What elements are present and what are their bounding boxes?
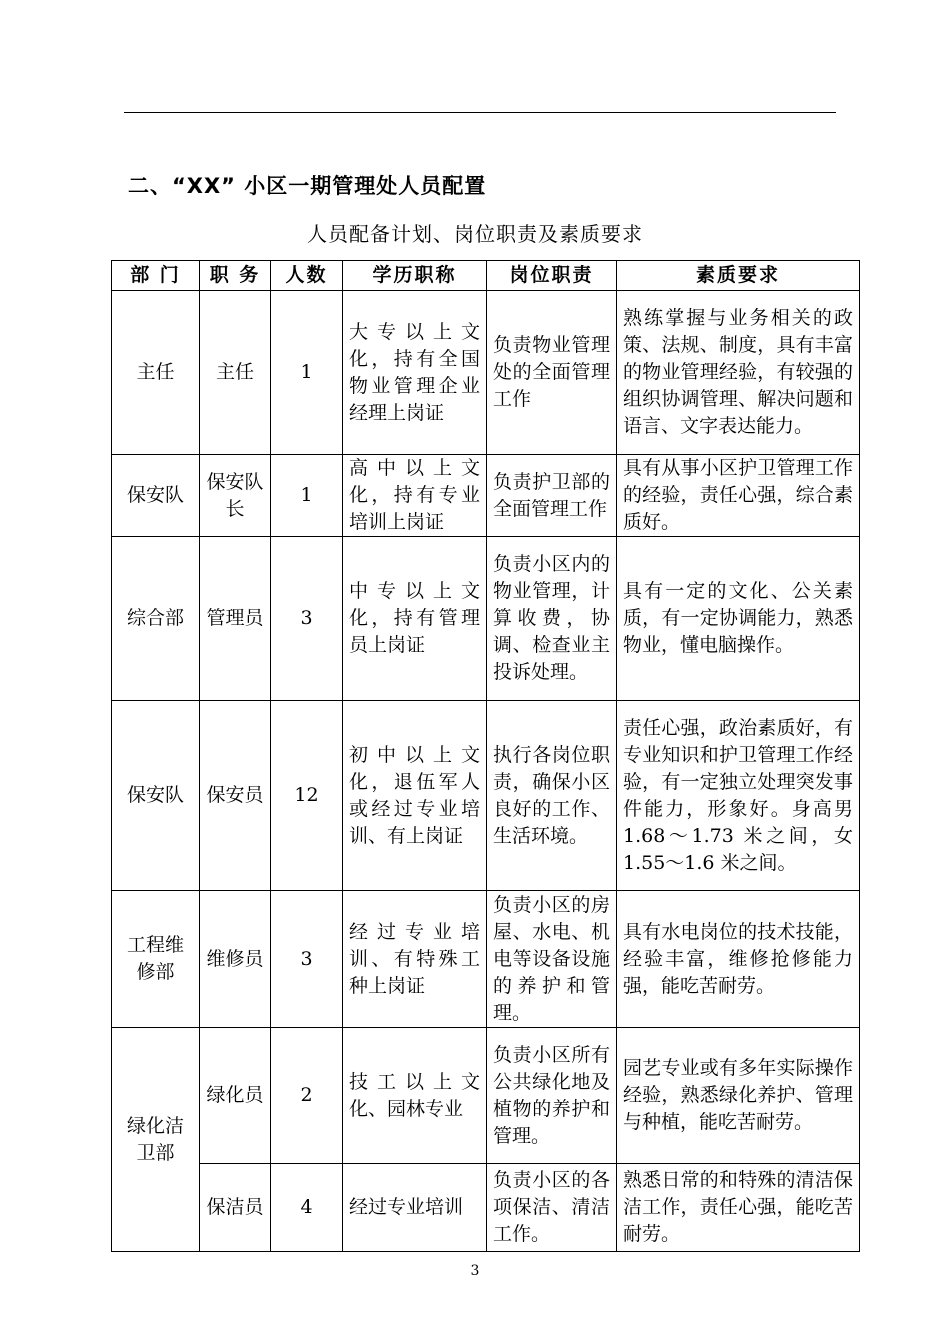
header-department: 部 门 [112,261,200,291]
education-cell: 中专以上文化，持有管理员上岗证 [343,537,487,701]
education-cell: 技工以上文化、园林专业 [343,1028,487,1164]
education-cell: 大专以上文化，持有全国物业管理企业经理上岗证 [343,291,487,455]
requirements-cell: 熟悉日常的和特殊的清洁保洁工作，责任心强，能吃苦耐劳。 [617,1164,860,1252]
position-cell: 保安员 [200,701,271,891]
requirements-cell: 熟练掌握与业务相关的政策、法规、制度，具有丰富的物业管理经验，有较强的组织协调管理、解决问题和语言、文字表达能力。 [617,291,860,455]
header-requirements: 素质要求 [617,261,860,291]
page-number: 3 [470,1263,480,1279]
position-cell: 保洁员 [200,1164,271,1252]
headcount-cell: 3 [271,891,343,1028]
section-title: 二、“XX” 小区一期管理处人员配置 [128,174,487,198]
header-rule [124,112,836,113]
table-row [112,701,860,891]
duties-cell: 负责小区内的物业管理，计算收费，协调、检查业主投诉处理。 [487,537,617,701]
staffing-table [111,260,860,1252]
requirements-cell: 园艺专业或有多年实际操作经验，熟悉绿化养护、管理与种植，能吃苦耐劳。 [617,1028,860,1164]
department-cell: 保安队 [112,455,200,537]
table-row [112,537,860,701]
requirements-cell: 具有水电岗位的技术技能，经验丰富，维修抢修能力强，能吃苦耐劳。 [617,891,860,1028]
education-cell: 初中以上文化，退伍军人或经过专业培训、有上岗证 [343,701,487,891]
header-duties: 岗位职责 [487,261,617,291]
table-caption: 人员配备计划、岗位职责及素质要求 [307,222,643,246]
position-cell: 绿化员 [200,1028,271,1164]
headcount-cell: 12 [271,701,343,891]
table-row [112,891,860,1028]
header-headcount: 人数 [271,261,343,291]
table-header-row [112,261,860,291]
table-row [112,1164,860,1252]
position-cell: 主任 [200,291,271,455]
education-cell: 经过专业培训 [343,1164,487,1252]
duties-cell: 负责物业管理处的全面管理工作 [487,291,617,455]
department-cell: 综合部 [112,537,200,701]
education-cell: 经过专业培训、有特殊工种上岗证 [343,891,487,1028]
requirements-cell: 责任心强，政治素质好，有专业知识和护卫管理工作经验，有一定独立处理突发事件能力，形象好。身高男 1.68～1.73 米之间，女 1.55～1.6 米之间。 [617,701,860,891]
table-row [112,291,860,455]
duties-cell: 负责小区的房屋、水电、机电等设备设施的养护和管理。 [487,891,617,1028]
headcount-cell: 1 [271,455,343,537]
duties-cell: 负责小区的各项保洁、清洁工作。 [487,1164,617,1252]
department-cell: 绿化洁卫部 [112,1028,200,1252]
headcount-cell: 1 [271,291,343,455]
table-row [112,1028,860,1164]
headcount-cell: 2 [271,1028,343,1164]
position-cell: 管理员 [200,537,271,701]
requirements-cell: 具有从事小区护卫管理工作的经验，责任心强，综合素质好。 [617,455,860,537]
table-row [112,455,860,537]
header-education: 学历职称 [343,261,487,291]
education-cell: 高中以上文化，持有专业培训上岗证 [343,455,487,537]
duties-cell: 负责小区所有公共绿化地及植物的养护和管理。 [487,1028,617,1164]
department-cell: 保安队 [112,701,200,891]
requirements-cell: 具有一定的文化、公关素质，有一定协调能力，熟悉物业，懂电脑操作。 [617,537,860,701]
duties-cell: 执行各岗位职责，确保小区良好的工作、生活环境。 [487,701,617,891]
position-cell: 维修员 [200,891,271,1028]
department-cell: 工程维修部 [112,891,200,1028]
duties-cell: 负责护卫部的全面管理工作 [487,455,617,537]
headcount-cell: 4 [271,1164,343,1252]
department-cell: 主任 [112,291,200,455]
headcount-cell: 3 [271,537,343,701]
position-cell: 保安队长 [200,455,271,537]
header-position: 职 务 [200,261,271,291]
